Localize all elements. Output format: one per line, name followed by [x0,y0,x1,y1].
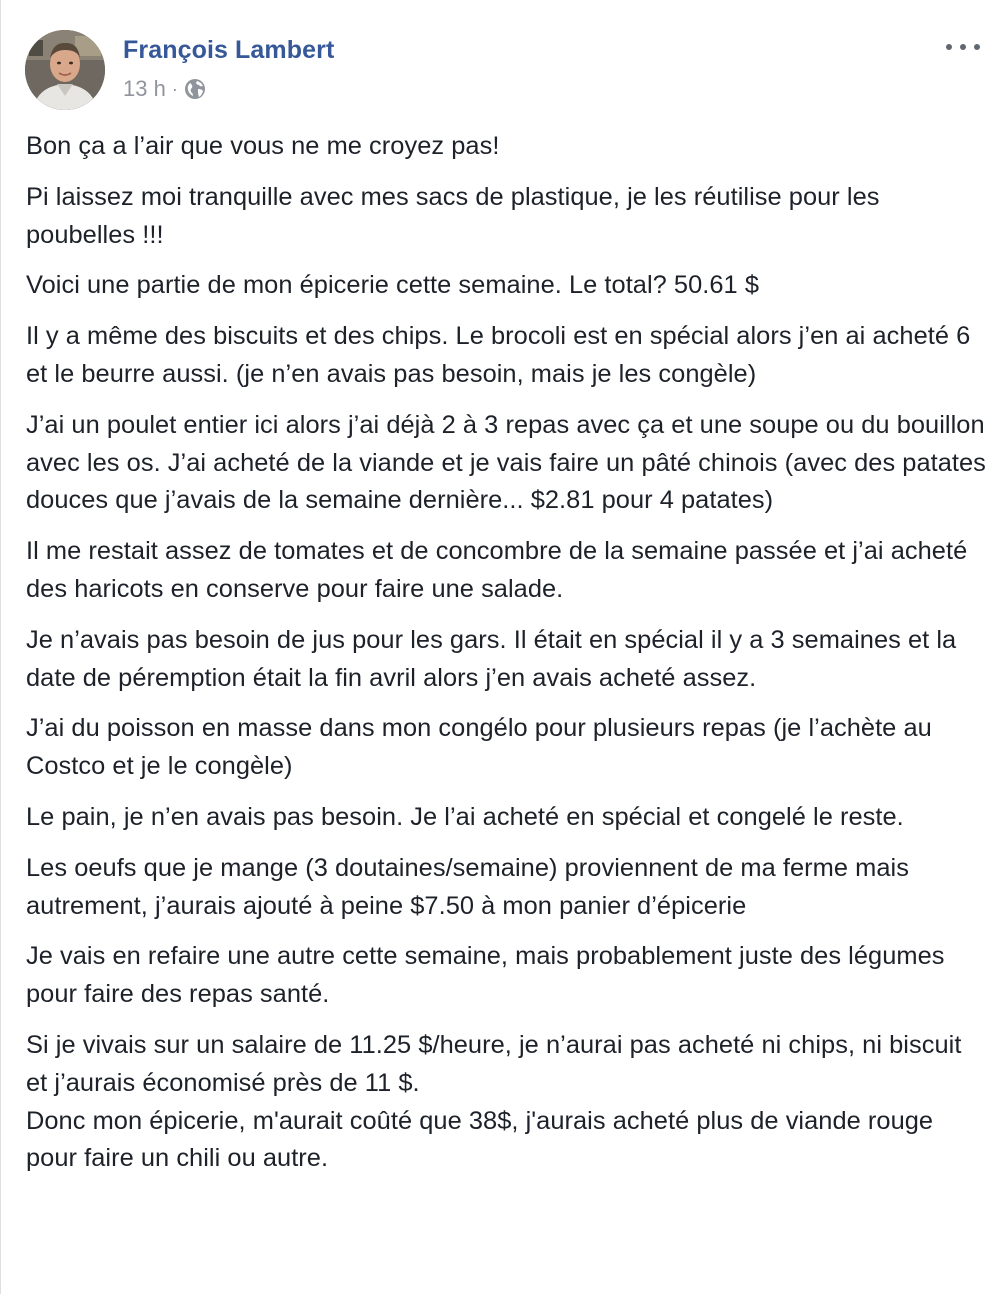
post-header [25,26,998,116]
more-dot [960,44,966,50]
post-paragraph: Il me restait assez de tomates et de concombre de la semaine passée et j’ai acheté des haricots en conserve pour faire une salade. [26,537,968,603]
post-paragraph: Je vais en refaire une autre cette semaine, mais probablement juste des légumes pour faire des repas santé. [26,942,945,1009]
post-paragraph: Si je vivais sur un salaire de 11.25 $/heure, je n’aurai pas acheté ni chips, ni biscuit et j’aurais économisé près de 11 $. [26,1030,962,1097]
avatar-photo [25,30,105,110]
post-meta [123,76,206,102]
post-body [26,128,986,1178]
more-dot [974,44,980,50]
post-paragraph: Pi laissez moi tranquille avec mes sacs de plastique, je les réutilise pour les poubelles !!! [26,182,880,249]
globe-icon[interactable] [184,78,206,100]
avatar[interactable] [25,30,105,110]
post-paragraph: Il y a même des biscuits et des chips. Le brocoli est en spécial alors j’en ai acheté 6 et le beurre aussi. (je n’en avais pas besoin, mais je les congèle) [26,322,971,388]
post-paragraph: J’ai un poulet entier ici alors j’ai déjà 2 à 3 repas avec ça et une soupe ou du bouillon avec les os. J’ai acheté de la viande et je vais faire un pâté chinois (avec des patates douces que j’avais de la semaine dernière... $2.81 pour 4 patates) [26,410,986,515]
post-timestamp[interactable]: 13 h [123,76,166,101]
post-paragraph: Bon ça a l’air que vous ne me croyez pas! [26,132,500,160]
post-paragraph: Voici une partie de mon épicerie cette semaine. Le total? 50.61 $ [26,271,759,300]
post-paragraph: Les oeufs que je mange (3 doutaines/semaine) proviennent de ma ferme mais autrement, j’aurais ajouté à peine $7.50 à mon panier d’épicerie [26,853,909,920]
post-paragraph: Le pain, je n’en avais pas besoin. Je l’ai acheté en spécial et congelé le reste. [26,802,904,831]
post-paragraph: J’ai du poisson en masse dans mon congélo pour plusieurs repas (je l’achète au Costco et je le congèle) [26,714,932,781]
more-options-icon[interactable] [946,36,980,58]
post-paragraph: Je n’avais pas besoin de jus pour les gars. Il était en spécial il y a 3 semaines et la date de péremption était la fin avril alors j’en avais acheté assez. [26,625,957,692]
post-paragraph: Donc mon épicerie, m'aurait coûté que 38$, j'aurais acheté plus de viande rouge pour faire un chili ou autre. [26,1106,934,1173]
meta-separator: · [171,78,178,99]
author-name-link[interactable]: François Lambert [123,36,335,64]
more-dot [946,44,952,50]
